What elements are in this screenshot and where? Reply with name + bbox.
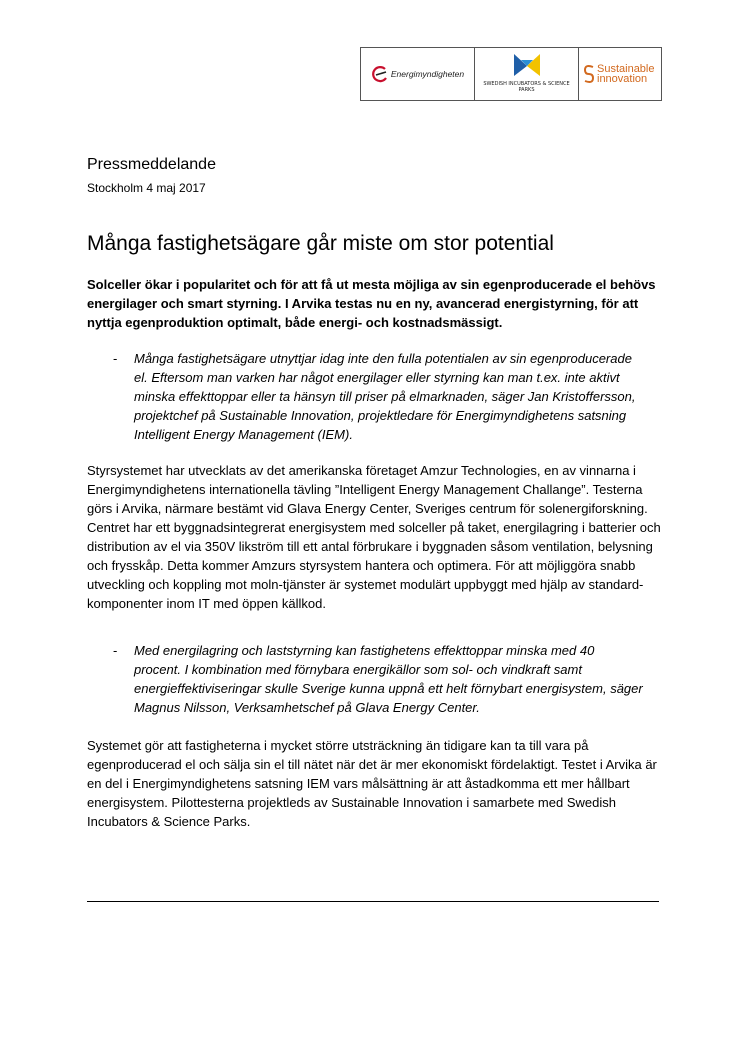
bullet-dash: - (113, 351, 118, 366)
quote-block-1 (113, 349, 643, 444)
energimyndigheten-wordmark: Energimyndigheten (390, 69, 465, 79)
logo-strip (360, 47, 662, 101)
swedish-incubators-logo (475, 48, 579, 100)
sustainable-innovation-logo (579, 48, 661, 100)
energimyndigheten-logo (361, 48, 475, 100)
energimyndigheten-swirl-icon (371, 65, 389, 83)
sustainable-innovation-wordmark: Sustainable innovation (597, 63, 655, 85)
quote-block-2 (113, 641, 643, 717)
sustainable-innovation-s-icon (583, 64, 595, 84)
body-paragraph-2: Systemet gör att fastigheterna i mycket större utsträckning än tidigare kan ta till vara på egenproducerad el och sälja sin el till nätet när det är mer ekonomiskt fördelaktigt. Testet i Arvika är en del i Energimyndighetens satsning IEM vars målsättning är att åstadkomma ett mer hållbart energisystem. Pilottesterna projektleds av Sustainable Innovation i samarbete med Swedish Incubators & Science Parks. (87, 738, 657, 829)
body-paragraph-1: Styrsystemet har utvecklats av det amerikanska företaget Amzur Technologies, en av vinnarna i Energimyndighetens internationella tävling ”Intelligent Energy Management Challange”. Testerna görs i Arvika, närmare bestämt vid Glava Energy Center, Sveriges centrum för solenergiforskning. Centret har ett byggnadsintegrerat energisystem med solceller på taket, energilagring i batterier och distribution av el via 350V likström till ett antal förbrukare i byggnaden såsom ventilation, belysning och frysskåp. Detta kommer Amzurs styrsystem hantera och optimera. För att möjliggöra snabb utveckling och koppling mot moln-tjänster är systemet modulärt uppbyggt med hjälp av standard-komponenter inom IT med öppen källkod. (87, 463, 661, 611)
lead-paragraph: Solceller ökar i popularitet och för att få ut mesta möjliga av sin egenproducerade el behövs energilager och smart styrning. I Arvika testas nu en ny, avancerad energistyrning, för att nyttja egenproduktion optimalt, både energi- och kostnadsmässigt. (87, 277, 656, 330)
quote-text-1: Många fastighetsägare utnyttjar idag inte den fulla potentialen av sin egenproducerade el. Eftersom man varken har något energilager eller styrning kan man t.ex. inte aktivt minska effekttoppar eller ta hänsyn till priser på elmarknaden, säger Jan Kristoffersson, projektchef på Sustainable Innovation, projektledare för Energimyndighetens satsning Intelligent Energy Management (IEM). (134, 351, 636, 442)
page-title: Många fastighetsägare går miste om stor potential (87, 232, 554, 255)
si-bowtie-icon (512, 52, 542, 78)
swedish-incubators-wordmark: SWEDISH INCUBATORS & SCIENCE PARKS (483, 81, 570, 93)
document-type-label: Pressmeddelande (87, 156, 216, 173)
dateline: Stockholm 4 maj 2017 (87, 181, 206, 195)
bullet-dash: - (113, 643, 118, 658)
footer-divider (87, 901, 659, 902)
quote-text-2: Med energilagring och laststyrning kan fastighetens effekttoppar minska med 40 procent. I kombination med förnybara energikällor som sol- och vindkraft samt energieffektiviseringar skulle Sverige kunna uppnå ett helt förnybart energisystem, säger Magnus Nilsson, Verksamhetschef på Glava Energy Center. (134, 643, 643, 715)
